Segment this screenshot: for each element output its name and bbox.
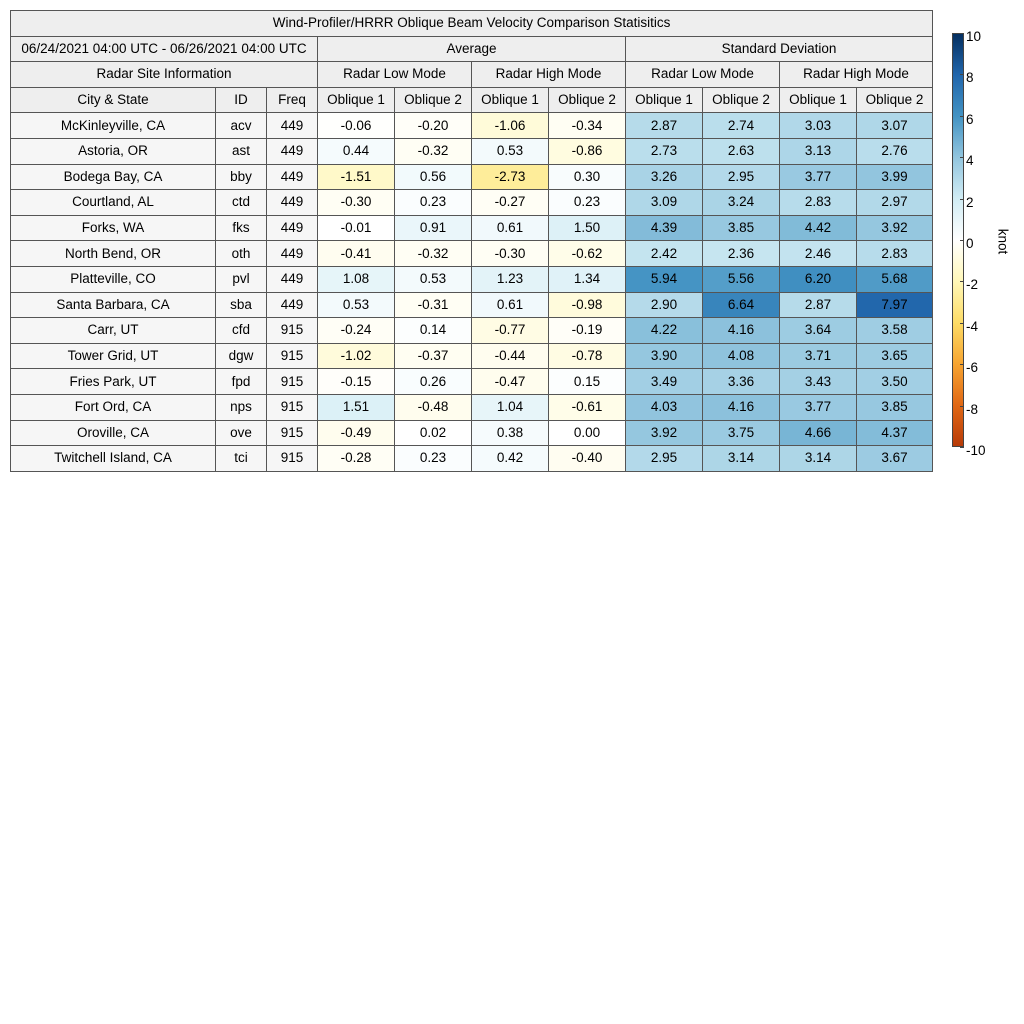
std-dev-value-cell: 3.09 (626, 190, 703, 216)
site-city: Astoria, OR (11, 138, 216, 164)
std-dev-value-cell: 3.49 (626, 369, 703, 395)
site-id: oth (216, 241, 267, 267)
average-value-cell: -0.34 (549, 113, 626, 139)
std-dev-value-cell: 3.77 (780, 164, 857, 190)
std-dev-value-cell: 3.92 (626, 420, 703, 446)
average-value-cell: 0.30 (549, 164, 626, 190)
average-value-cell: 0.23 (395, 190, 472, 216)
std-dev-value-cell: 4.66 (780, 420, 857, 446)
average-value-cell: 0.23 (395, 446, 472, 472)
site-city: McKinleyville, CA (11, 113, 216, 139)
std-dev-header: Standard Deviation (626, 36, 933, 62)
std-dev-value-cell: 5.94 (626, 266, 703, 292)
colorbar-tick-mark (960, 116, 964, 117)
colorbar-tick-mark (960, 157, 964, 158)
std-dev-value-cell: 3.75 (703, 420, 780, 446)
site-city: Fort Ord, CA (11, 394, 216, 420)
std-dev-value-cell: 3.85 (857, 394, 933, 420)
site-freq: 449 (267, 164, 318, 190)
site-id: fpd (216, 369, 267, 395)
col-header-freq: Freq (267, 87, 318, 113)
site-city: Bodega Bay, CA (11, 164, 216, 190)
average-value-cell: -0.44 (472, 343, 549, 369)
std-dev-value-cell: 2.42 (626, 241, 703, 267)
col-header-oblique: Oblique 2 (549, 87, 626, 113)
std-dev-value-cell: 3.14 (703, 446, 780, 472)
average-value-cell: -0.41 (318, 241, 395, 267)
site-city: North Bend, OR (11, 241, 216, 267)
std-dev-value-cell: 5.68 (857, 266, 933, 292)
date-range: 06/24/2021 04:00 UTC - 06/26/2021 04:00 UTC (11, 36, 318, 62)
stats-table (10, 10, 933, 472)
std-dev-value-cell: 3.71 (780, 343, 857, 369)
site-freq: 449 (267, 190, 318, 216)
site-id: sba (216, 292, 267, 318)
table-title: Wind-Profiler/HRRR Oblique Beam Velocity Comparison Statisitics (11, 11, 933, 37)
average-value-cell: -0.28 (318, 446, 395, 472)
col-header-oblique: Oblique 2 (703, 87, 780, 113)
average-value-cell: 1.50 (549, 215, 626, 241)
site-city: Courtland, AL (11, 190, 216, 216)
average-value-cell: -0.62 (549, 241, 626, 267)
average-value-cell: -0.27 (472, 190, 549, 216)
average-value-cell: 1.04 (472, 394, 549, 420)
site-freq: 915 (267, 394, 318, 420)
colorbar-tick-label: -10 (966, 443, 986, 458)
std-dev-value-cell: 2.73 (626, 138, 703, 164)
site-freq: 449 (267, 292, 318, 318)
average-value-cell: -0.40 (549, 446, 626, 472)
std-dev-value-cell: 4.08 (703, 343, 780, 369)
average-value-cell: -1.06 (472, 113, 549, 139)
std-dev-value-cell: 2.36 (703, 241, 780, 267)
site-freq: 449 (267, 241, 318, 267)
average-value-cell: -0.06 (318, 113, 395, 139)
std-dev-value-cell: 2.95 (703, 164, 780, 190)
site-id: ast (216, 138, 267, 164)
average-value-cell: -0.86 (549, 138, 626, 164)
std-dev-value-cell: 3.90 (626, 343, 703, 369)
std-dev-value-cell: 4.37 (857, 420, 933, 446)
std-dev-value-cell: 4.16 (703, 394, 780, 420)
std-dev-value-cell: 7.97 (857, 292, 933, 318)
table-row (11, 369, 933, 395)
colorbar-tick-mark (960, 406, 964, 407)
average-value-cell: -0.37 (395, 343, 472, 369)
table-row (11, 394, 933, 420)
site-city: Carr, UT (11, 318, 216, 344)
average-header: Average (318, 36, 626, 62)
colorbar-tick-mark (960, 33, 964, 34)
site-info-header: Radar Site Information (11, 62, 318, 88)
site-id: pvl (216, 266, 267, 292)
std-dev-value-cell: 2.87 (626, 113, 703, 139)
colorbar-tick-label: 0 (966, 236, 974, 251)
average-value-cell: 0.38 (472, 420, 549, 446)
site-id: ctd (216, 190, 267, 216)
site-id: cfd (216, 318, 267, 344)
colorbar-label: knot (995, 228, 1011, 255)
average-value-cell: 0.61 (472, 292, 549, 318)
site-city: Twitchell Island, CA (11, 446, 216, 472)
std-dev-value-cell: 3.14 (780, 446, 857, 472)
std-low-mode-header: Radar Low Mode (626, 62, 780, 88)
std-dev-value-cell: 3.99 (857, 164, 933, 190)
col-header-oblique: Oblique 2 (857, 87, 933, 113)
site-freq: 449 (267, 266, 318, 292)
site-freq: 449 (267, 138, 318, 164)
average-value-cell: 0.42 (472, 446, 549, 472)
average-value-cell: -0.47 (472, 369, 549, 395)
site-freq: 915 (267, 420, 318, 446)
average-value-cell: -0.01 (318, 215, 395, 241)
colorbar-tick-mark (960, 323, 964, 324)
average-value-cell: 0.91 (395, 215, 472, 241)
site-city: Platteville, CO (11, 266, 216, 292)
average-value-cell: 0.26 (395, 369, 472, 395)
std-dev-value-cell: 2.83 (780, 190, 857, 216)
average-value-cell: -0.49 (318, 420, 395, 446)
std-dev-value-cell: 3.92 (857, 215, 933, 241)
average-value-cell: -0.77 (472, 318, 549, 344)
average-value-cell: -0.31 (395, 292, 472, 318)
table-row (11, 138, 933, 164)
colorbar-tick-label: 10 (966, 29, 982, 44)
site-freq: 449 (267, 113, 318, 139)
average-value-cell: -0.61 (549, 394, 626, 420)
std-dev-value-cell: 3.50 (857, 369, 933, 395)
table-row (11, 266, 933, 292)
average-value-cell: -0.32 (395, 138, 472, 164)
site-id: tci (216, 446, 267, 472)
site-id: acv (216, 113, 267, 139)
colorbar-tick-mark (960, 364, 964, 365)
average-value-cell: 0.53 (318, 292, 395, 318)
col-header-oblique: Oblique 1 (626, 87, 703, 113)
colorbar-tick-label: 8 (966, 70, 974, 86)
col-header-oblique: Oblique 1 (780, 87, 857, 113)
table-row (11, 318, 933, 344)
std-dev-value-cell: 4.39 (626, 215, 703, 241)
std-dev-value-cell: 3.58 (857, 318, 933, 344)
site-freq: 915 (267, 318, 318, 344)
colorbar-tick-label: -8 (966, 401, 979, 417)
std-dev-value-cell: 3.36 (703, 369, 780, 395)
std-dev-value-cell: 3.13 (780, 138, 857, 164)
table-row (11, 420, 933, 446)
std-dev-value-cell: 2.46 (780, 241, 857, 267)
colorbar-tick-label: -4 (966, 318, 979, 334)
colorbar-tick-mark (960, 281, 964, 282)
std-dev-value-cell: 3.26 (626, 164, 703, 190)
average-value-cell: -0.19 (549, 318, 626, 344)
std-dev-value-cell: 3.65 (857, 343, 933, 369)
average-value-cell: 0.02 (395, 420, 472, 446)
site-id: bby (216, 164, 267, 190)
average-value-cell: 0.23 (549, 190, 626, 216)
std-dev-value-cell: 3.03 (780, 113, 857, 139)
std-dev-value-cell: 3.64 (780, 318, 857, 344)
site-freq: 915 (267, 369, 318, 395)
std-dev-value-cell: 3.67 (857, 446, 933, 472)
average-value-cell: -2.73 (472, 164, 549, 190)
colorbar-tick-mark (960, 74, 964, 75)
average-value-cell: 0.00 (549, 420, 626, 446)
std-dev-value-cell: 3.77 (780, 394, 857, 420)
average-value-cell: -1.02 (318, 343, 395, 369)
colorbar-tick-label: 4 (966, 153, 974, 169)
std-dev-value-cell: 4.42 (780, 215, 857, 241)
table-row (11, 292, 933, 318)
average-value-cell: 1.23 (472, 266, 549, 292)
table-row (11, 113, 933, 139)
std-dev-value-cell: 2.74 (703, 113, 780, 139)
std-high-mode-header: Radar High Mode (780, 62, 933, 88)
std-dev-value-cell: 2.83 (857, 241, 933, 267)
average-value-cell: 0.61 (472, 215, 549, 241)
average-value-cell: -0.78 (549, 343, 626, 369)
site-id: dgw (216, 343, 267, 369)
average-value-cell: 1.51 (318, 394, 395, 420)
table-row (11, 215, 933, 241)
average-value-cell: 0.53 (395, 266, 472, 292)
average-value-cell: -0.24 (318, 318, 395, 344)
average-value-cell: -0.30 (318, 190, 395, 216)
std-dev-value-cell: 3.85 (703, 215, 780, 241)
site-city: Tower Grid, UT (11, 343, 216, 369)
average-value-cell: 1.34 (549, 266, 626, 292)
average-value-cell: 0.15 (549, 369, 626, 395)
site-city: Santa Barbara, CA (11, 292, 216, 318)
average-value-cell: -0.30 (472, 241, 549, 267)
average-value-cell: -0.20 (395, 113, 472, 139)
colorbar-tick-label: 2 (966, 194, 974, 210)
std-dev-value-cell: 4.22 (626, 318, 703, 344)
std-dev-value-cell: 6.20 (780, 266, 857, 292)
average-value-cell: -1.51 (318, 164, 395, 190)
colorbar-tick-mark (960, 199, 964, 200)
average-value-cell: 0.53 (472, 138, 549, 164)
avg-low-mode-header: Radar Low Mode (318, 62, 472, 88)
std-dev-value-cell: 3.07 (857, 113, 933, 139)
std-dev-value-cell: 5.56 (703, 266, 780, 292)
col-header-city: City & State (11, 87, 216, 113)
std-dev-value-cell: 4.16 (703, 318, 780, 344)
colorbar-tick-mark (960, 240, 964, 241)
site-id: ove (216, 420, 267, 446)
site-city: Fries Park, UT (11, 369, 216, 395)
colorbar-tick-mark (960, 447, 964, 448)
average-value-cell: -0.15 (318, 369, 395, 395)
colorbar-tick-label: 6 (966, 111, 974, 127)
col-header-oblique: Oblique 1 (318, 87, 395, 113)
std-dev-value-cell: 2.90 (626, 292, 703, 318)
site-freq: 449 (267, 215, 318, 241)
table-row (11, 446, 933, 472)
table-row (11, 343, 933, 369)
average-value-cell: 0.44 (318, 138, 395, 164)
avg-high-mode-header: Radar High Mode (472, 62, 626, 88)
std-dev-value-cell: 6.64 (703, 292, 780, 318)
site-city: Forks, WA (11, 215, 216, 241)
col-header-oblique: Oblique 1 (472, 87, 549, 113)
table-row (11, 241, 933, 267)
std-dev-value-cell: 2.97 (857, 190, 933, 216)
std-dev-value-cell: 4.03 (626, 394, 703, 420)
std-dev-value-cell: 2.95 (626, 446, 703, 472)
site-id: fks (216, 215, 267, 241)
average-value-cell: -0.48 (395, 394, 472, 420)
table-row (11, 164, 933, 190)
site-freq: 915 (267, 343, 318, 369)
std-dev-value-cell: 2.63 (703, 138, 780, 164)
average-value-cell: 1.08 (318, 266, 395, 292)
col-header-id: ID (216, 87, 267, 113)
average-value-cell: -0.32 (395, 241, 472, 267)
site-city: Oroville, CA (11, 420, 216, 446)
std-dev-value-cell: 3.43 (780, 369, 857, 395)
col-header-oblique: Oblique 2 (395, 87, 472, 113)
average-value-cell: -0.98 (549, 292, 626, 318)
colorbar-tick-label: -6 (966, 360, 979, 376)
colorbar-tick-label: -2 (966, 277, 979, 293)
std-dev-value-cell: 2.76 (857, 138, 933, 164)
std-dev-value-cell: 3.24 (703, 190, 780, 216)
average-value-cell: 0.14 (395, 318, 472, 344)
average-value-cell: 0.56 (395, 164, 472, 190)
site-id: nps (216, 394, 267, 420)
site-freq: 915 (267, 446, 318, 472)
std-dev-value-cell: 2.87 (780, 292, 857, 318)
table-row (11, 190, 933, 216)
